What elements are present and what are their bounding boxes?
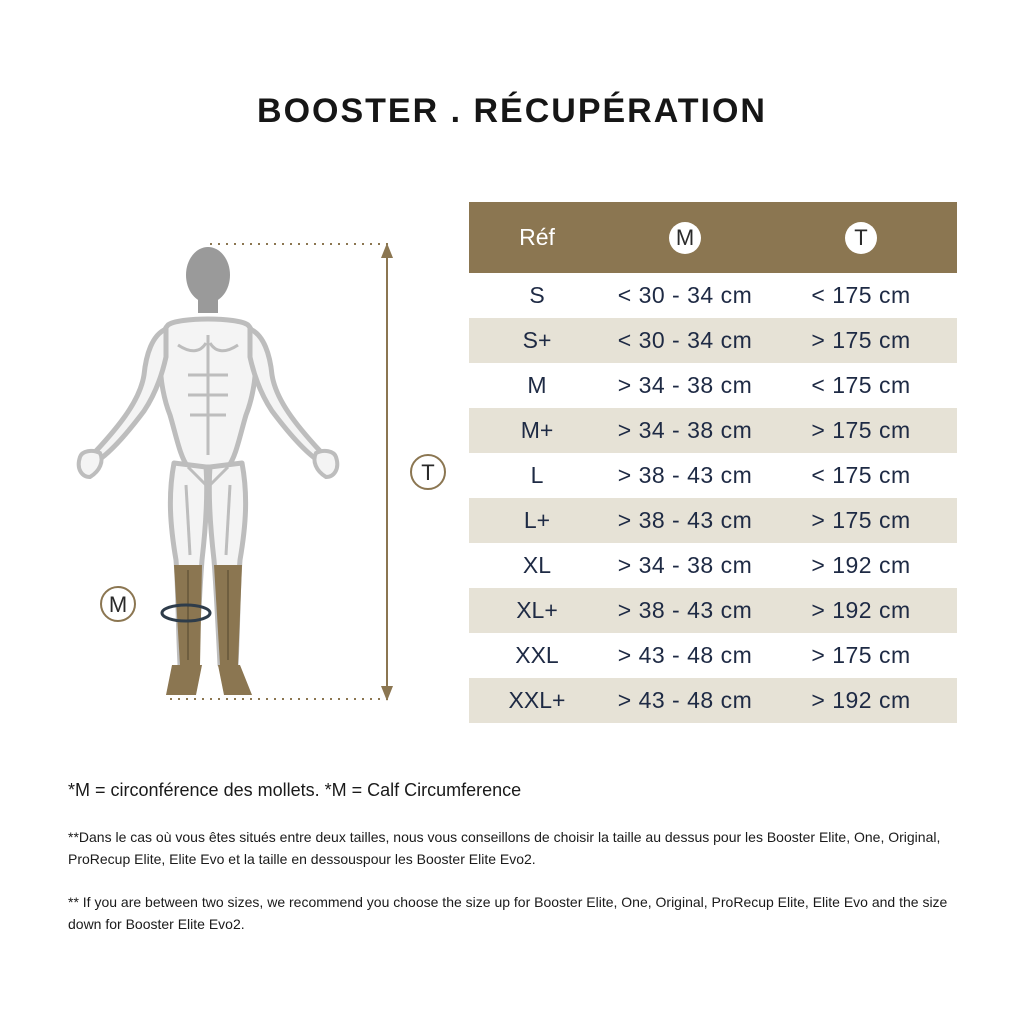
cell-m: > 34 - 38 cm [617, 417, 753, 443]
right-hand [314, 451, 337, 477]
arrow-down-icon [381, 686, 393, 701]
cell-t: > 175 cm [811, 417, 911, 443]
size-advice-fr: **Dans le cas où vous êtes situés entre deux tailles, nous vous conseillons de choisir la taille au dessus pour les Booster Elite, One, Original, ProRecup Elite, Elite Evo et la taille en dessouspour les Booster Elite Evo2. [68, 829, 941, 867]
cell-t: > 192 cm [811, 552, 911, 578]
cell-t: < 175 cm [811, 372, 911, 398]
size-table-header [469, 202, 957, 273]
cell-ref: M+ [520, 417, 554, 443]
cell-m: > 34 - 38 cm [617, 372, 753, 398]
header-ref: Réf [519, 224, 555, 250]
header-t-badge: T [845, 222, 877, 254]
table-row [469, 363, 957, 408]
table-row [469, 318, 957, 363]
arrow-up-icon [381, 243, 393, 258]
table-row [469, 408, 957, 453]
cell-m: > 34 - 38 cm [617, 552, 753, 578]
table-row [469, 273, 957, 318]
right-foot [218, 665, 252, 695]
size-table [469, 202, 957, 723]
header-m-badge: M [669, 222, 701, 254]
height-marker-label: T [421, 460, 435, 485]
left-hand [79, 451, 102, 477]
cell-ref: S [529, 282, 545, 308]
page-title: BOOSTER . RÉCUPÉRATION [257, 92, 767, 130]
cell-m: > 38 - 43 cm [617, 462, 753, 488]
cell-ref: L [530, 462, 544, 488]
table-row [469, 498, 957, 543]
body-diagram [60, 225, 460, 715]
table-row [469, 633, 957, 678]
left-foot [166, 665, 202, 695]
cell-ref: M [527, 372, 547, 398]
calf-marker-label: M [108, 592, 128, 617]
header-t [765, 222, 957, 254]
cell-ref: XXL [515, 642, 559, 668]
table-row [469, 543, 957, 588]
cell-m: < 30 - 34 cm [617, 327, 753, 353]
cell-t: > 175 cm [811, 327, 911, 353]
table-row [469, 453, 957, 498]
cell-ref: XL [522, 552, 552, 578]
body-figure-svg [60, 225, 460, 715]
header-m [605, 222, 765, 254]
cell-t: > 192 cm [811, 687, 911, 713]
calf-note: *M = circonférence des mollets. *M = Calf Circumference [68, 780, 522, 800]
cell-t: > 192 cm [811, 597, 911, 623]
head [186, 247, 230, 303]
cell-t: < 175 cm [811, 462, 911, 488]
table-row [469, 588, 957, 633]
cell-m: > 38 - 43 cm [617, 597, 753, 623]
cell-m: < 30 - 34 cm [617, 282, 753, 308]
size-advice-en: ** If you are between two sizes, we recommend you choose the size up for Booster Elite, One, Original, ProRecup Elite, Elite Evo and the size down for Booster Elite Evo2. [68, 894, 948, 932]
cell-m: > 38 - 43 cm [617, 507, 753, 533]
cell-ref: S+ [522, 327, 552, 353]
cell-t: > 175 cm [811, 642, 911, 668]
cell-m: > 43 - 48 cm [617, 687, 753, 713]
neck [198, 297, 218, 313]
cell-ref: L+ [523, 507, 551, 533]
cell-ref: XXL+ [508, 687, 566, 713]
table-row [469, 678, 957, 723]
cell-m: > 43 - 48 cm [617, 642, 753, 668]
cell-ref: XL+ [516, 597, 558, 623]
cell-t: > 175 cm [811, 507, 911, 533]
cell-t: < 175 cm [811, 282, 911, 308]
